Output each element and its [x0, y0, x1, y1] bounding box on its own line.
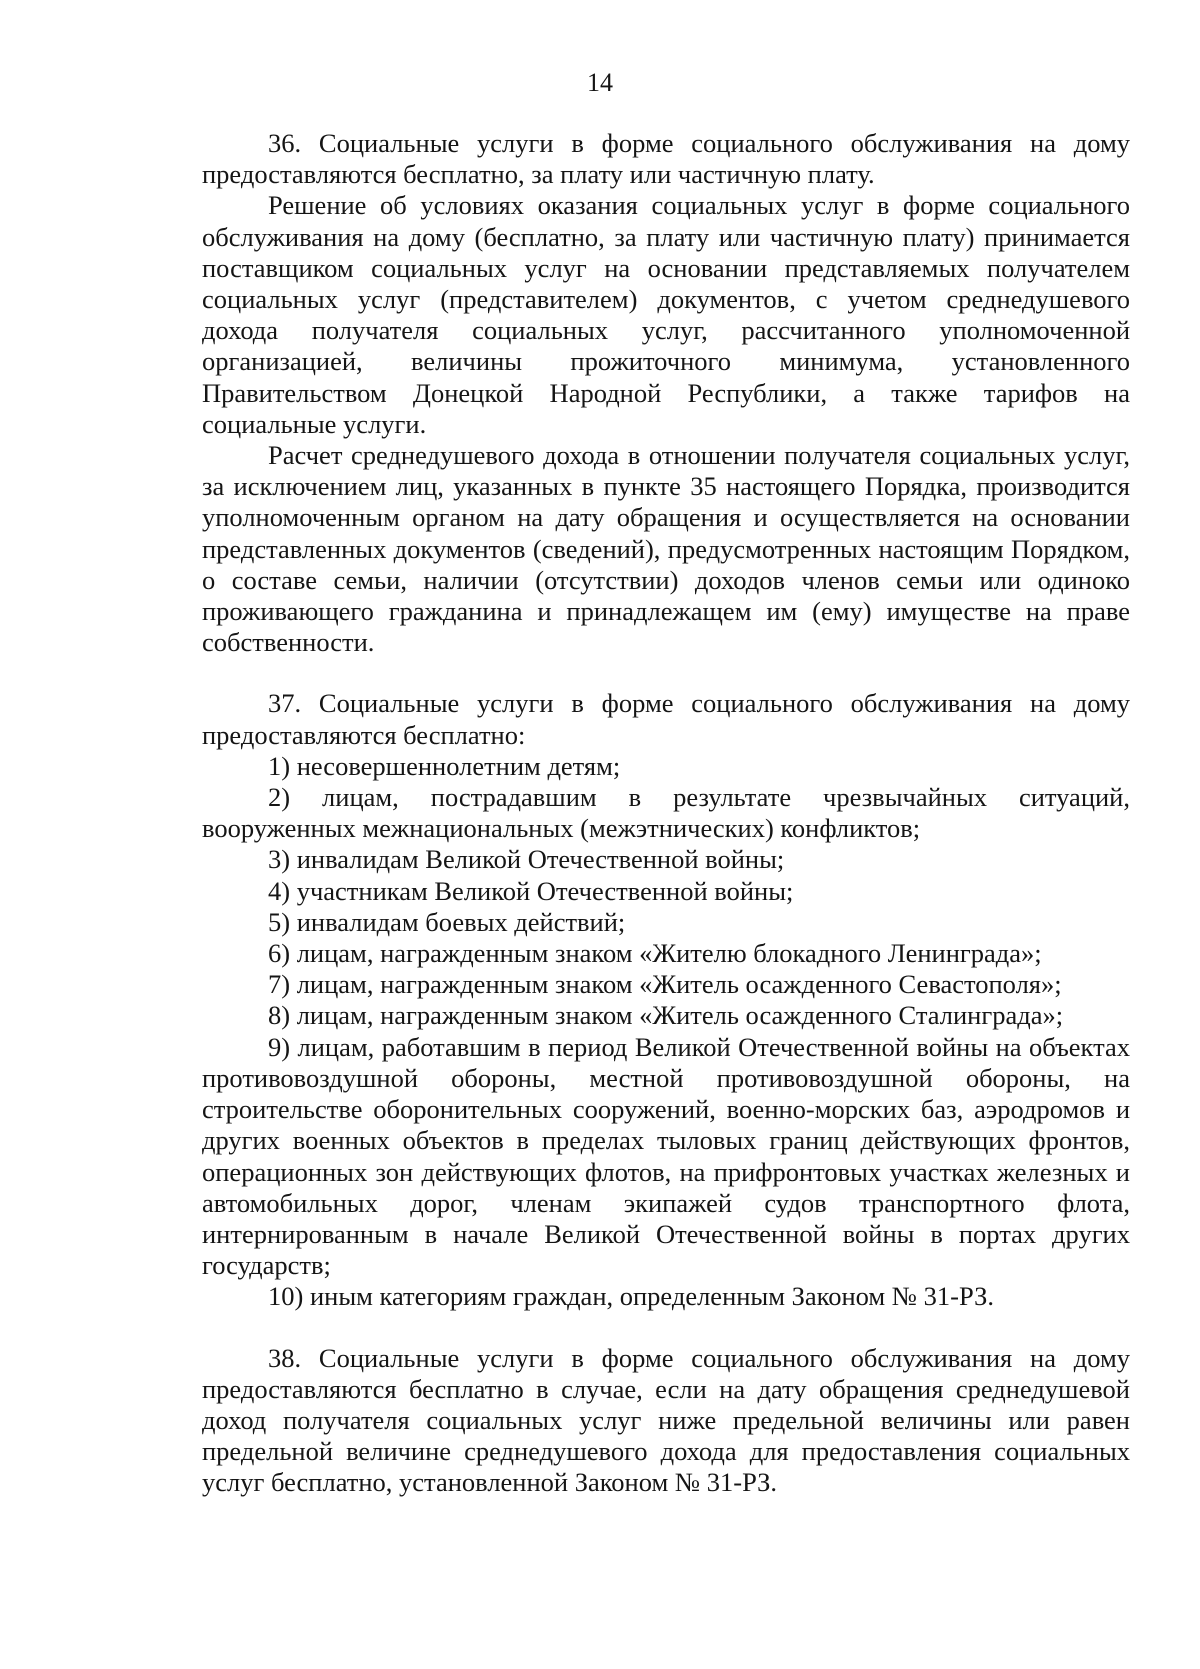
list-item-10: 10) иным категориям граждан, определенным Законом № 31-РЗ.: [268, 1281, 994, 1312]
paragraph-38: 38. Социальные услуги в форме социального обслуживания на дому предоставляются бесплатно в случае, если на дату обращения среднедушевой доход получателя социальных услуг ниже предельной величины или равен предельной величине среднедушевого дохода для предоставления социальных услуг бесплатно, установленной Законом № 31-РЗ.: [202, 1342, 1130, 1498]
paragraph-36-income-calculation: Расчет среднедушевого дохода в отношении получателя социальных услуг, за исключением лиц, указанных в пункте 35 настоящего Порядка, производится уполномоченным органом на дату обращения и осуществляется на основании представленных документов (сведений), предусмотренных настоящим Порядком, о составе семьи, наличии (отсутствии) доходов членов семьи или одиноко проживающего гражданина и принадлежащем им (ему) имуществе на праве собственности.: [202, 440, 1130, 658]
page-number: 14: [587, 68, 613, 97]
list-item-9: 9) лицам, работавшим в период Великой Отечественной войны на объектах противовоздушной обороны, местной противовоздушной обороны, на строительстве оборонительных сооружений, военно-морских баз, аэродромов и других военных объектов в пределах тыловых границ действующих фронтов, операционных зон действующих флотов, на прифронтовых участках железных и автомобильных дорог, членам экипажей судов транспортного флота, интернированным в начале Великой Отечественной войны в портах других государств;: [202, 1031, 1130, 1281]
list-item-5: 5) инвалидам боевых действий;: [268, 906, 626, 937]
list-item-3: 3) инвалидам Великой Отечественной войны;: [268, 844, 785, 875]
list-item-6: 6) лицам, награжденным знаком «Жителю блокадного Ленинграда»;: [268, 938, 1042, 969]
paragraph-36-decision: Решение об условиях оказания социальных услуг в форме социального обслуживания на дому (бесплатно, за плату или частичную плату) принимается поставщиком социальных услуг на основании представляемых получателем социальных услуг (представителем) документов, с учетом среднедушевого дохода получателя социальных услуг, рассчитанного уполномоченной организацией, величины прожиточного минимума, установленного Правительством Донецкой Народной Республики, а также тарифов на социальные услуги.: [202, 190, 1130, 439]
list-item-7: 7) лицам, награжденным знаком «Житель осажденного Севастополя»;: [268, 969, 1062, 1000]
list-item-2: 2) лицам, пострадавшим в результате чрезвычайных ситуаций, вооруженных межнациональных (межэтнических) конфликтов;: [202, 782, 1130, 844]
document-body: [202, 128, 1130, 1499]
list-item-4: 4) участникам Великой Отечественной войны;: [268, 875, 794, 906]
paragraph-36: 36. Социальные услуги в форме социального обслуживания на дому предоставляются бесплатно, за плату или частичную плату.: [202, 128, 1130, 190]
list-item-1: 1) несовершеннолетним детям;: [268, 750, 621, 781]
list-item-8: 8) лицам, награжденным знаком «Житель осажденного Сталинграда»;: [268, 1000, 1064, 1031]
paragraph-37: 37. Социальные услуги в форме социального обслуживания на дому предоставляются бесплатно:: [202, 688, 1130, 750]
